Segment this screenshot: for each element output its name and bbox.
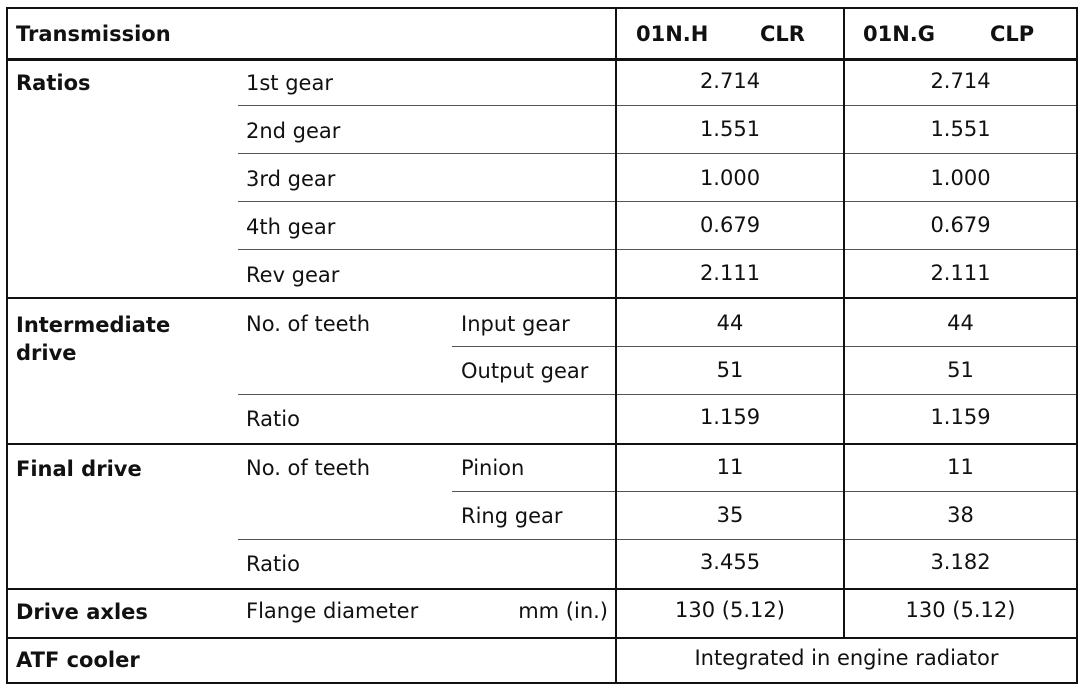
axles-col2: 130 (5.12) bbox=[905, 598, 1016, 622]
axles-label: Drive axles bbox=[16, 600, 148, 624]
rule-final-row-1 bbox=[452, 491, 1078, 492]
ratio-rev-col2: 2.111 bbox=[930, 261, 991, 285]
intermediate-ratio-label: Ratio bbox=[246, 407, 300, 431]
final-ratio-col2: 3.182 bbox=[930, 550, 991, 574]
ratio-3rd-col2: 1.000 bbox=[930, 166, 991, 190]
header-col2-code: 01N.G bbox=[863, 22, 936, 46]
ratio-1st-col2: 2.714 bbox=[930, 69, 991, 93]
intermediate-ratio-col1: 1.159 bbox=[699, 405, 761, 429]
atf-value: Integrated in engine radiator bbox=[694, 646, 999, 670]
rule-ratios-bottom bbox=[6, 297, 1078, 299]
intermediate-input-col2: 44 bbox=[947, 311, 974, 335]
rule-header-bottom bbox=[6, 58, 1078, 61]
final-ring-col1: 35 bbox=[716, 503, 744, 527]
intermediate-output-col1: 51 bbox=[716, 358, 744, 382]
rule-bottom bbox=[6, 682, 1078, 684]
final-ratio-label: Ratio bbox=[246, 552, 300, 576]
rule-right bbox=[1076, 7, 1078, 684]
final-label: Final drive bbox=[16, 457, 142, 481]
header-col1-code: 01N.H bbox=[636, 22, 709, 46]
final-teeth-label: No. of teeth bbox=[246, 456, 371, 480]
ratios-label: Ratios bbox=[16, 71, 91, 95]
intermediate-output-label: Output gear bbox=[461, 359, 589, 383]
rule-intermediate-row-1 bbox=[452, 346, 1078, 347]
ratio-2nd-col1: 1.551 bbox=[699, 117, 761, 141]
rule-ratio-row-3 bbox=[238, 201, 1078, 202]
ratio-rev-col1: 2.111 bbox=[699, 261, 761, 285]
intermediate-input-label: Input gear bbox=[461, 312, 570, 336]
intermediate-label-line2: drive bbox=[16, 341, 77, 365]
rule-ratio-row-2 bbox=[238, 153, 1078, 154]
ratio-rev-label: Rev gear bbox=[246, 263, 340, 287]
rule-intermediate-row-2 bbox=[238, 394, 1078, 395]
ratio-1st-col1: 2.714 bbox=[699, 69, 761, 93]
final-pinion-col2: 11 bbox=[947, 455, 974, 479]
axles-col1: 130 (5.12) bbox=[675, 598, 785, 622]
ratio-4th-label: 4th gear bbox=[246, 215, 336, 239]
rule-left bbox=[6, 7, 8, 684]
ratio-2nd-col2: 1.551 bbox=[930, 117, 991, 141]
rule-axles-bottom bbox=[6, 637, 1078, 639]
final-pinion-col1: 11 bbox=[716, 455, 744, 479]
ratio-4th-col2: 0.679 bbox=[930, 213, 991, 237]
rule-ratio-row-4 bbox=[238, 249, 1078, 250]
intermediate-input-col1: 44 bbox=[716, 311, 744, 335]
atf-label: ATF cooler bbox=[16, 648, 140, 672]
rule-final-bottom bbox=[6, 588, 1078, 590]
rule-final-row-2 bbox=[238, 539, 1078, 540]
final-pinion-label: Pinion bbox=[461, 456, 525, 480]
header-col1-engine: CLR bbox=[760, 22, 805, 46]
intermediate-output-col2: 51 bbox=[947, 358, 974, 382]
axles-flange-label: Flange diameter bbox=[246, 599, 419, 623]
header-col2-engine: CLP bbox=[990, 22, 1035, 46]
final-ratio-col1: 3.455 bbox=[699, 550, 761, 574]
ratio-4th-col1: 0.679 bbox=[699, 213, 761, 237]
rule-ratio-row-1 bbox=[238, 105, 1078, 106]
rule-intermediate-bottom bbox=[6, 443, 1078, 445]
intermediate-teeth-label: No. of teeth bbox=[246, 312, 371, 336]
axles-unit: mm (in.) bbox=[518, 599, 608, 623]
final-ring-col2: 38 bbox=[947, 503, 974, 527]
intermediate-ratio-col2: 1.159 bbox=[930, 405, 991, 429]
ratio-3rd-col1: 1.000 bbox=[699, 166, 761, 190]
intermediate-label-line1: Intermediate bbox=[16, 313, 171, 337]
ratio-1st-label: 1st gear bbox=[246, 71, 333, 95]
header-transmission: Transmission bbox=[16, 22, 171, 46]
ratio-2nd-label: 2nd gear bbox=[246, 119, 341, 143]
rule-top bbox=[6, 7, 1078, 9]
final-ring-label: Ring gear bbox=[461, 504, 563, 528]
rule-col1-left bbox=[615, 7, 617, 684]
ratio-3rd-label: 3rd gear bbox=[246, 167, 336, 191]
